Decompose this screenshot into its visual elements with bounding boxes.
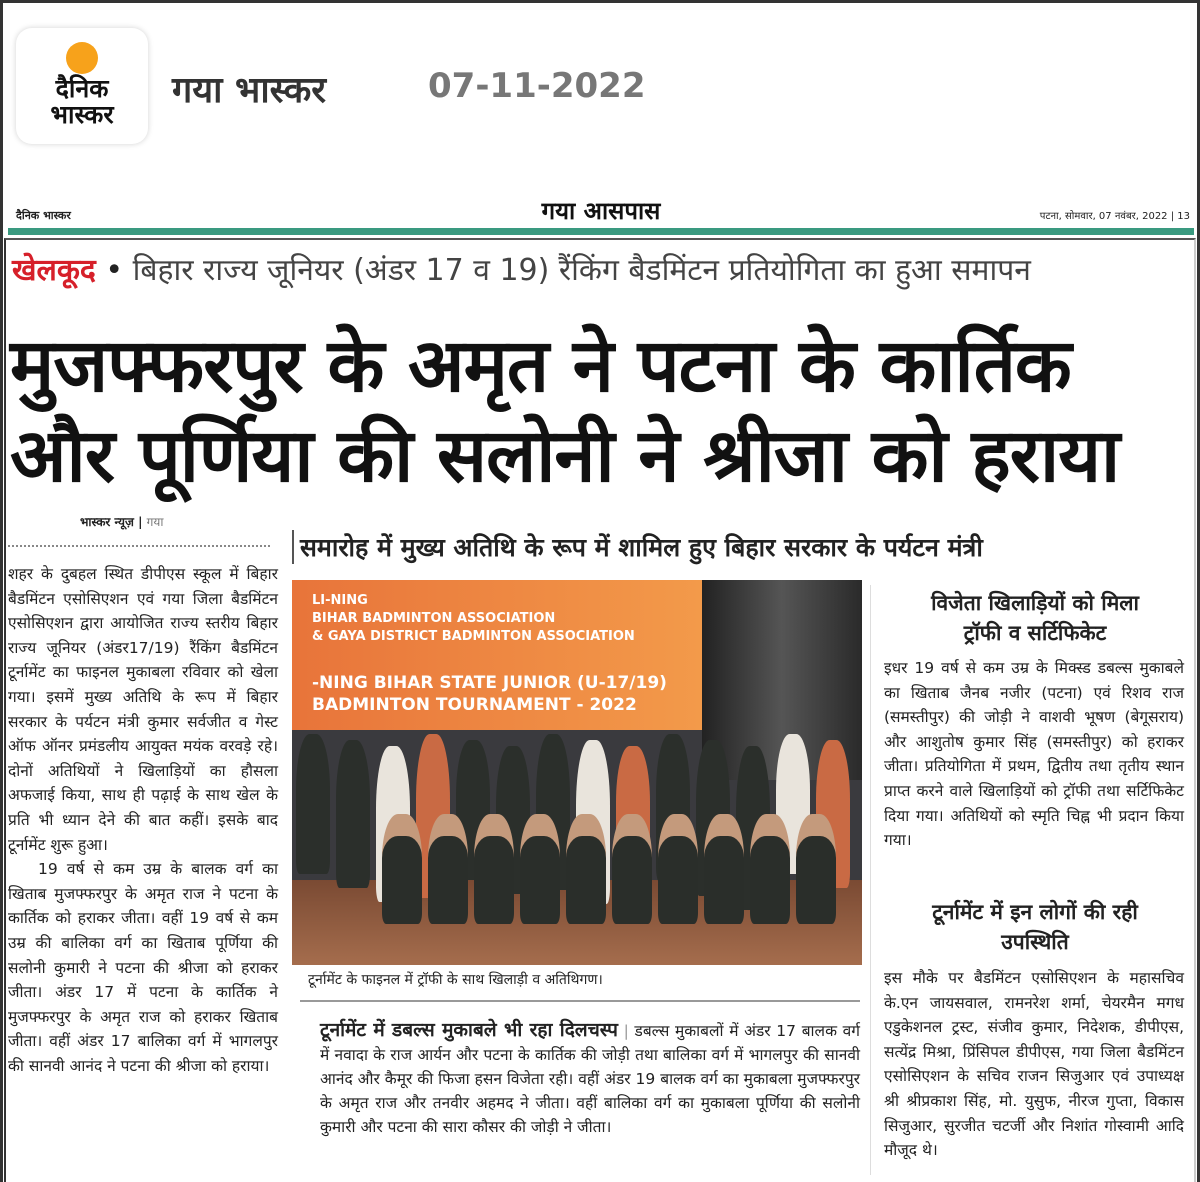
dainik-bhaskar-logo[interactable] — [16, 28, 148, 144]
seated-player — [520, 814, 560, 924]
banner-line: BIHAR BADMINTON ASSOCIATION — [312, 611, 556, 626]
seated-player — [612, 814, 652, 924]
tournament-banner — [292, 580, 702, 730]
left-column — [8, 562, 278, 1078]
bullet: • — [95, 253, 133, 288]
kicker: खेलकूद — [12, 253, 96, 288]
paragraph: शहर के दुबहल स्थित डीपीएस स्कूल में बिहार बैडमिंटन एसोसिएशन एवं गया जिला बैडमिंटन एसोसिएशन द्वारा आयोजित राज्य स्तरीय बिहार राज्य जूनियर (अंडर17/19) रैंकिंग बैडमिंटन टूर्नामेंट का फाइनल मुकाबला रविवार को खेला गया। इसमें मुख्य अतिथि के रूप में बिहार सरकार के पर्यटन मंत्री कुमार सर्वजीत व गेस्ट ऑफ ऑनर प्रमंडलीय आयुक्त मयंक वरवड़े रहे। दोनों अतिथियों ने खिलाड़ियों का हौसला अफजाई किया, साथ ही पढ़ाई के साथ खेल के प्रति भी ध्यान देने की बात कहीं। इसके बाद टूर्नामेंट शुरू हुआ। — [8, 565, 278, 854]
byline-place: गया — [146, 515, 164, 529]
right-text-2: इस मौके पर बैडमिंटन एसोसिएशन के महासचिव के.एन जायसवाल, रामनरेश शर्मा, चेयरमैन मगध एडुकेशनल ट्रस्ट, संजीव कुमार, निदेशक, डीपीएस, सत्येंद्र मिश्रा, प्रिंसिपल डीपीएस, गया जिला बैडमिंटन एसोसिएशन के सचिव राजन सिजुआर एवं उपाध्यक्ष श्री श्रीप्रकाश सिंह, मो. युसुफ, नीरज गुप्ता, विकास सिजुआर, सुरजीत चटर्जी और निशांत गोस्वामी आदि मौजूद थे। — [884, 969, 1184, 1160]
paragraph: 19 वर्ष से कम उम्र के बालक वर्ग का खिताब मुजफ्फरपुर के अमृत राज ने पटना के कार्तिक को हराकर जीता। वहीं 19 वर्ष से कम उम्र की बालिका वर्ग का खिताब पूर्णिया की सलोनी कुमारी ने पटना की श्रीजा को हराकर जीता। अंडर 17 में पटना के कार्तिक ने मुजफ्फरपुर के अमृत राज को हराकर खिताब जीता। वहीं अंडर 17 बालिका वर्ग में भागलपुर की सानवी आनंद ने पटना की श्रीजा को हराया। — [8, 860, 278, 1075]
section-title: गया आसपास — [541, 197, 661, 225]
sun-icon — [66, 42, 98, 74]
byline-source: भास्कर न्यूज़ — [80, 515, 134, 529]
standing-person — [296, 734, 330, 874]
banner-line: & GAYA DISTRICT BADMINTON ASSOCIATION — [312, 629, 635, 644]
edition-date: 07-11-2022 — [428, 66, 646, 106]
logo-text-1: दैनिक — [55, 74, 109, 103]
banner-brand: LI-NING — [312, 593, 368, 608]
divider — [8, 545, 270, 547]
column-divider — [870, 585, 871, 1175]
dateline: पटना, सोमवार, 07 नवंबर, 2022 | 13 — [1039, 211, 1190, 222]
headline-line-1: मुजफ्फरपुर के अमृत ने पटना के कार्तिक — [10, 323, 1071, 409]
photo-subhead: समारोह में मुख्य अतिथि के रूप में शामिल हुए बिहार सरकार के पर्यटन मंत्री — [292, 530, 1192, 564]
kicker-line — [12, 248, 1031, 289]
banner-title: -NING BIHAR STATE JUNIOR (U-17/19) — [312, 673, 667, 693]
right-text-1: इधर 19 वर्ष से कम उम्र के मिक्स्ड डबल्स मुकाबले का खिताब जैनब नजीर (पटना) एवं रिशव राज (समस्तीपुर) की जोड़ी ने वाशवी भूषण (बेगूसराय) और आशुतोष कुमार सिंह (समस्तीपुर) को हराकर जीता। प्रतियोगिता में प्रथम, द्वितीय तथा तृतीय स्थान प्राप्त करने वाले खिलाड़ियों को ट्रॉफी तथा सर्टिफिकेट दिया गया। अतिथियों को स्मृति चिह्न भी प्रदान किया गया। — [884, 659, 1184, 850]
seated-player — [704, 814, 744, 924]
seated-player — [428, 814, 468, 924]
seated-player — [796, 814, 836, 924]
right-heading-2: टूर्नामेंट में इन लोगों की रही उपस्थिति — [932, 900, 1138, 954]
strapline: बिहार राज्य जूनियर (अंडर 17 व 19) रैंकिंग बैडमिंटन प्रतियोगिता का हुआ समापन — [132, 253, 1031, 288]
doubles-text: डबल्स मुकाबलों में अंडर 17 बालक वर्ग में नवादा के राज आर्यन और पटना के कार्तिक की जोड़ी तथा बालिका वर्ग में भागलपुर की सानवी आनंद और कैमूर की फिजा हसन विजेता रही। वहीं अंडर 19 बालक वर्ग का मुकाबला मुजफ्फरपुर के अमृत राज और तनवीर अहमद ने जीता। वहीं बालिका वर्ग का मुकाबला पूर्णिया की सलोनी कुमारी और पटना की सारा कौसर की जोड़ी ने जीता। — [320, 1022, 860, 1136]
byline: भास्कर न्यूज़ | गया — [80, 515, 164, 529]
divider — [300, 1000, 860, 1002]
right-heading-1: विजेता खिलाड़ियों को मिला ट्रॉफी व सर्टिफिकेट — [931, 591, 1139, 645]
edition-title: गया भास्कर — [172, 70, 327, 111]
photo-caption: टूर्नामेंट के फाइनल में ट्रॉफी के साथ खिलाड़ी व अतिथिगण। — [308, 972, 603, 988]
doubles-heading: टूर्नामेंट में डबल्स मुकाबले भी रहा दिलचस्प — [320, 1019, 618, 1041]
seated-player — [750, 814, 790, 924]
event-photo — [292, 580, 862, 965]
banner-title: BADMINTON TOURNAMENT - 2022 — [312, 695, 637, 715]
players-group — [292, 734, 862, 964]
headline-line-2: और पूर्णिया की सलोनी ने श्रीजा को हराया — [10, 413, 1120, 499]
seated-player — [382, 814, 422, 924]
masthead-left: दैनिक भास्कर — [16, 209, 71, 222]
seated-player — [658, 814, 698, 924]
doubles-story: टूर्नामेंट में डबल्स मुकाबले भी रहा दिलचस्प | डबल्स मुकाबलों में अंडर 17 बालक वर्ग में नवादा के राज आर्यन और पटना के कार्तिक की जोड़ी तथा बालिका वर्ग में भागलपुर की सानवी आनंद और कैमूर की फिजा हसन विजेता रही। वहीं अंडर 19 बालक वर्ग का मुकाबला मुजफ्फरपुर के अमृत राज और तनवीर अहमद ने जीता। वहीं बालिका वर्ग का मुकाबला पूर्णिया की सलोनी कुमारी और पटना की सारा कौसर की जोड़ी ने जीता। — [320, 1019, 860, 1136]
seated-player — [474, 814, 514, 924]
logo-text-2: भास्कर — [50, 100, 114, 129]
section-rule — [8, 228, 1194, 235]
seated-player — [566, 814, 606, 924]
standing-person — [336, 740, 370, 888]
